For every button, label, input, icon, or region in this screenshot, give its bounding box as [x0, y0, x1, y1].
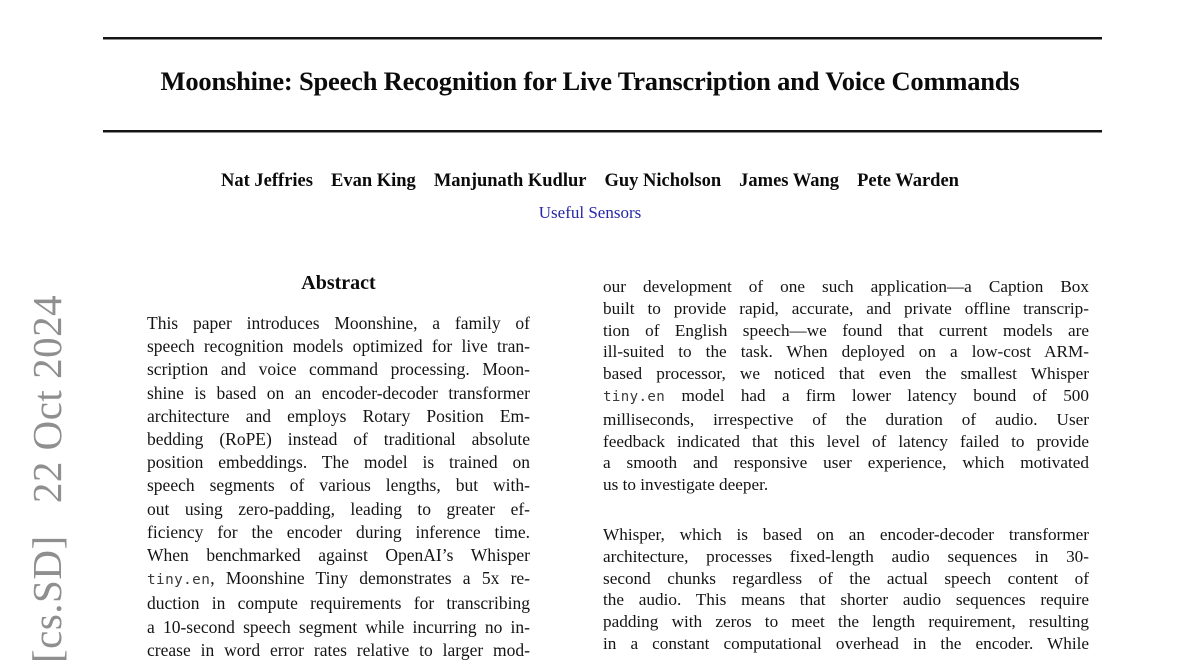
inline-code: tiny.en	[147, 572, 211, 589]
authors-line	[90, 171, 1090, 192]
abstract-heading: Abstract	[301, 272, 376, 294]
paragraph	[603, 276, 1089, 496]
author-name: Evan King	[330, 171, 416, 191]
inline-code: tiny.en	[603, 388, 666, 405]
text-line: speech segments of various lengths, but with-	[147, 475, 530, 496]
text-line: the audio. This means that shorter audio sequences require	[603, 590, 1089, 610]
text-line: crease in word error rates relative to larger mod-	[147, 639, 530, 660]
top-rule	[103, 37, 1102, 40]
text-line: Whisper, which is based on an encoder-decoder transformer	[603, 524, 1089, 544]
text-line: tiny.en, Moonshine Tiny demonstrates a 5x re-	[147, 568, 530, 589]
text-line: us to investigate deeper.	[603, 475, 769, 495]
author-name: Manjunath Kudlur	[433, 171, 587, 191]
abstract-text	[147, 312, 530, 662]
text-line: padding with zeros to meet the length requirement, resulting	[603, 612, 1089, 632]
paragraph	[603, 524, 1089, 655]
text-line: a 10-second speech segment while incurring no in-	[147, 616, 530, 637]
text-line: tion of English speech—we found that current models are	[603, 320, 1089, 340]
author-name: James Wang	[739, 171, 840, 191]
text-line: ill-suited to the task. When deployed on a low-cost ARM-	[603, 342, 1089, 362]
text-line: out using zero-padding, leading to greater ef-	[147, 498, 530, 519]
author-name: Guy Nicholson	[604, 171, 722, 191]
author-name: Pete Warden	[857, 171, 959, 191]
text-line: our development of one such application—a Caption Box	[603, 277, 1089, 296]
text-line: ficiency for the encoder during inference time.	[147, 521, 530, 542]
text-line: in a constant computational overhead in the encoder. While	[603, 633, 1089, 653]
arxiv-stamp: [cs.SD] 22 Oct 2024	[24, 294, 70, 663]
author-name: Nat Jeffries	[221, 171, 313, 191]
text-line: a smooth and responsive user experience, which motivated	[603, 453, 1089, 473]
text-line: architecture, processes fixed-length audio sequences in 30-	[603, 546, 1089, 566]
text-line: second chunks regardless of the actual speech content of	[603, 568, 1089, 588]
affiliation-link[interactable]: Useful Sensors	[538, 203, 642, 222]
text-line: When benchmarked against OpenAI’s Whisper	[147, 545, 530, 566]
right-column	[603, 276, 1089, 655]
paper-title: Moonshine: Speech Recognition for Live Transcription and Voice Commands	[160, 66, 1020, 96]
text-line: scription and voice command processing. Moon-	[147, 359, 530, 380]
text-line: based processor, we noticed that even the smallest Whisper	[603, 364, 1089, 384]
text-line: milliseconds, irrespective of the duration of audio. User	[603, 409, 1089, 429]
text-line: shine is based on an encoder-decoder transformer	[147, 382, 530, 403]
text-line: architecture and employs Rotary Position Em-	[147, 405, 530, 426]
text-line: This paper introduces Moonshine, a family of	[147, 313, 530, 333]
text-line: bedding (RoPE) instead of traditional absolute	[147, 429, 530, 450]
text-line: built to provide rapid, accurate, and private offline transcrip-	[603, 298, 1089, 318]
text-line: tiny.en model had a firm lower latency bound of 500	[603, 385, 1089, 405]
text-line: duction in compute requirements for transcribing	[147, 593, 530, 614]
text-line: position embeddings. The model is trained on	[147, 452, 530, 473]
text-line: feedback indicated that this level of latency failed to provide	[603, 431, 1089, 451]
title-rule	[103, 130, 1102, 133]
text-line: speech recognition models optimized for live tran-	[147, 336, 530, 357]
